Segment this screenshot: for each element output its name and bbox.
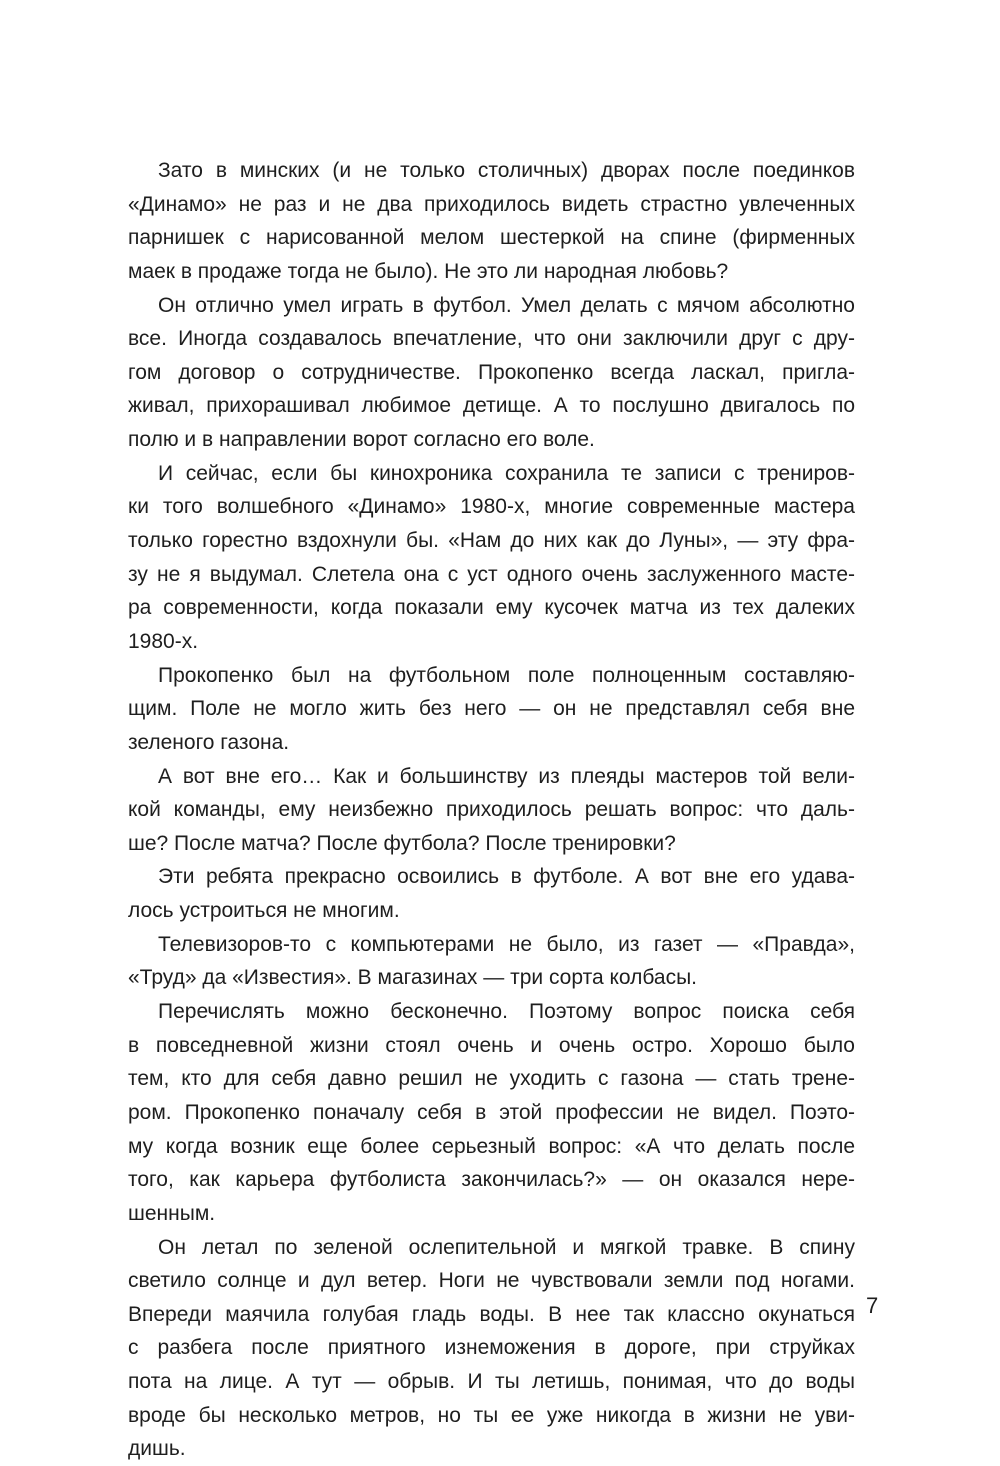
text-line: зеленого газона.	[128, 730, 290, 754]
text-line: в повседневной жизни стоял очень и очень остро. Хорошо было	[128, 1033, 855, 1057]
paragraph	[128, 289, 855, 457]
paragraph	[128, 659, 855, 760]
paragraph	[128, 457, 855, 659]
text-line: «Труд» да «Известия». В магазинах — три сорта колбасы.	[128, 966, 698, 990]
text-line: зу не я выдумал. Слетела она с уст одного очень заслуженного масте-	[128, 562, 855, 586]
text-line: «Динамо» не раз и не два приходилось видеть страстно увлеченных	[128, 192, 855, 216]
text-line: А вот вне его… Как и большинству из плеяды мастеров той вели-	[158, 764, 855, 788]
page-number: 7	[866, 1293, 879, 1318]
text-line: того, как карьера футболиста закончилась?» — он оказался нере-	[128, 1168, 855, 1192]
paragraph	[128, 928, 855, 995]
text-line: Эти ребята прекрасно освоились в футболе. А вот вне его удава-	[158, 865, 855, 889]
text-line: му когда возник еще более серьезный вопрос: «А что делать после	[128, 1134, 855, 1158]
text-line: все. Иногда создавалось впечатление, что они заключили друг с дру-	[128, 327, 855, 351]
paragraph	[128, 995, 855, 1230]
text-line: ра современности, когда показали ему кусочек матча из тех далеких	[128, 596, 855, 620]
paragraph	[128, 154, 855, 289]
text-line: маек в продаже тогда не было). Не это ли народная любовь?	[128, 259, 729, 283]
paragraph	[128, 860, 855, 927]
text-line: с разбега после приятного изнеможения в дороге, при струйках	[128, 1336, 855, 1360]
text-line: ше? После матча? После футбола? После тренировки?	[128, 831, 676, 855]
text-line: Телевизоров-то с компьютерами не было, из газет — «Правда»,	[158, 932, 855, 956]
text-line: 1980-х.	[128, 629, 199, 653]
text-line: ром. Прокопенко поначалу себя в этой профессии не видел. Поэто-	[128, 1100, 855, 1124]
text-line: живал, прихорашивал любимое детище. А то послушно двигалось по	[128, 394, 855, 418]
text-line: Он летал по зеленой ослепительной и мягкой травке. В спину	[158, 1235, 855, 1259]
text-line: кой команды, ему неизбежно приходилось решать вопрос: что даль-	[128, 798, 855, 822]
text-line: дишь.	[128, 1437, 186, 1461]
paragraph	[128, 760, 855, 861]
paragraph	[128, 1231, 855, 1466]
text-line: И сейчас, если бы кинохроника сохранила те записи с трениров-	[158, 461, 855, 485]
text-line: Впереди маячила голубая гладь воды. В нее так классно окунаться	[128, 1302, 855, 1326]
text-line: только горестно вздохнули бы. «Нам до них как до Луны», — эту фра-	[128, 529, 855, 553]
text-line: ки того волшебного «Динамо» 1980-х, многие современные мастера	[128, 495, 855, 519]
text-line: Он отлично умел играть в футбол. Умел делать с мячом абсолютно	[158, 293, 855, 317]
text-line: пота на лице. А тут — обрыв. И ты летишь, понимая, что до воды	[128, 1370, 855, 1394]
text-line: полю и в направлении ворот согласно его воле.	[128, 428, 595, 452]
text-line: лось устроиться не многим.	[128, 899, 400, 923]
text-line: Зато в минских (и не только столичных) дворах после поединков	[158, 159, 855, 182]
text-line: Перечислять можно бесконечно. Поэтому вопрос поиска себя	[158, 1000, 855, 1024]
text-line: тем, кто для себя давно решил не уходить с газона — стать трене-	[128, 1067, 855, 1091]
body-text	[128, 154, 855, 1466]
text-line: шенным.	[128, 1201, 216, 1225]
text-line: вроде бы несколько метров, но ты ее уже никогда в жизни не уви-	[128, 1403, 855, 1427]
text-line: гом договор о сотрудничестве. Прокопенко всегда ласкал, пригла-	[128, 360, 855, 384]
text-line: Прокопенко был на футбольном поле полноценным составляю-	[158, 663, 855, 687]
text-line: щим. Поле не могло жить без него — он не представлял себя вне	[128, 697, 855, 721]
text-line: светило солнце и дул ветер. Ноги не чувствовали земли под ногами.	[128, 1269, 855, 1293]
text-line: парнишек с нарисованной мелом шестеркой на спине (фирменных	[128, 226, 855, 250]
